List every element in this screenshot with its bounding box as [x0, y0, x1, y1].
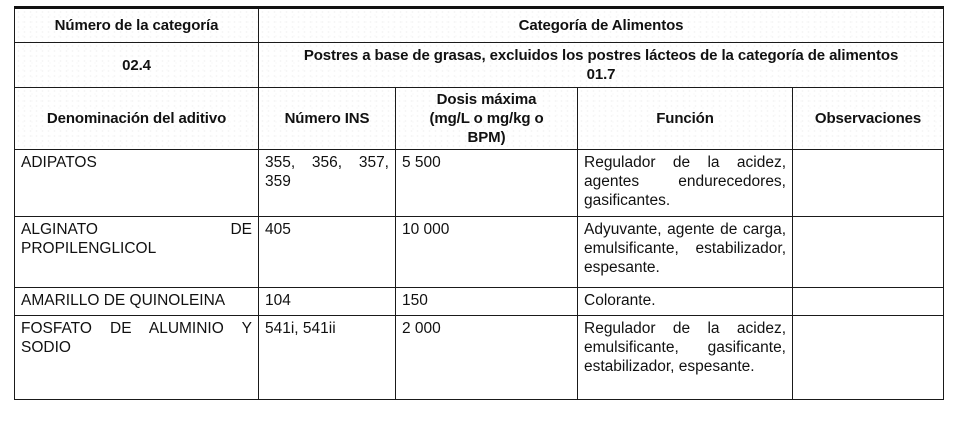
function-cell: Regulador de la acidez, emulsificante, gasificante, estabilizador, espesante. [578, 316, 793, 400]
category-foods-label: Categoría de Alimentos [259, 8, 944, 43]
additives-table [14, 6, 944, 400]
category-number: 02.4 [15, 43, 259, 88]
col-header-ins-number: Número INS [259, 88, 396, 150]
function-cell: Colorante. [578, 288, 793, 316]
observations-cell [793, 217, 944, 288]
category-number-label: Número de la categoría [15, 8, 259, 43]
max-dose-cell: 2 000 [396, 316, 578, 400]
additive-name-cell: AMARILLO DE QUINOLEINA [15, 288, 259, 316]
function-cell: Regulador de la acidez, agentes endurecedores, gasificantes. [578, 150, 793, 217]
table-row [15, 150, 944, 217]
table-row [15, 288, 944, 316]
col-header-max-dose: Dosis máxima (mg/L o mg/kg o BPM) [396, 88, 578, 150]
col-header-observations: Observaciones [793, 88, 944, 150]
table-row [15, 217, 944, 288]
document-page [14, 6, 969, 426]
max-dose-cell: 10 000 [396, 217, 578, 288]
additive-name-cell: FOSFATO DE ALUMINIO Y SODIO [15, 316, 259, 400]
additive-name-cell: ADIPATOS [15, 150, 259, 217]
function-cell: Adyuvante, agente de carga, emulsificante, estabilizador, espesante. [578, 217, 793, 288]
max-dose-cell: 5 500 [396, 150, 578, 217]
ins-number-cell: 104 [259, 288, 396, 316]
ins-number-cell: 541i, 541ii [259, 316, 396, 400]
additive-name-cell: ALGINATO DE PROPILENGLICOL [15, 217, 259, 288]
ins-number-cell: 405 [259, 217, 396, 288]
ins-number-cell: 355, 356, 357, 359 [259, 150, 396, 217]
observations-cell [793, 150, 944, 217]
observations-cell [793, 316, 944, 400]
col-header-additive-name: Denominación del aditivo [15, 88, 259, 150]
col-header-function: Función [578, 88, 793, 150]
table-row [15, 316, 944, 400]
category-description: Postres a base de grasas, excluidos los postres lácteos de la categoría de alimentos 01.7 [259, 43, 944, 88]
max-dose-cell: 150 [396, 288, 578, 316]
observations-cell [793, 288, 944, 316]
